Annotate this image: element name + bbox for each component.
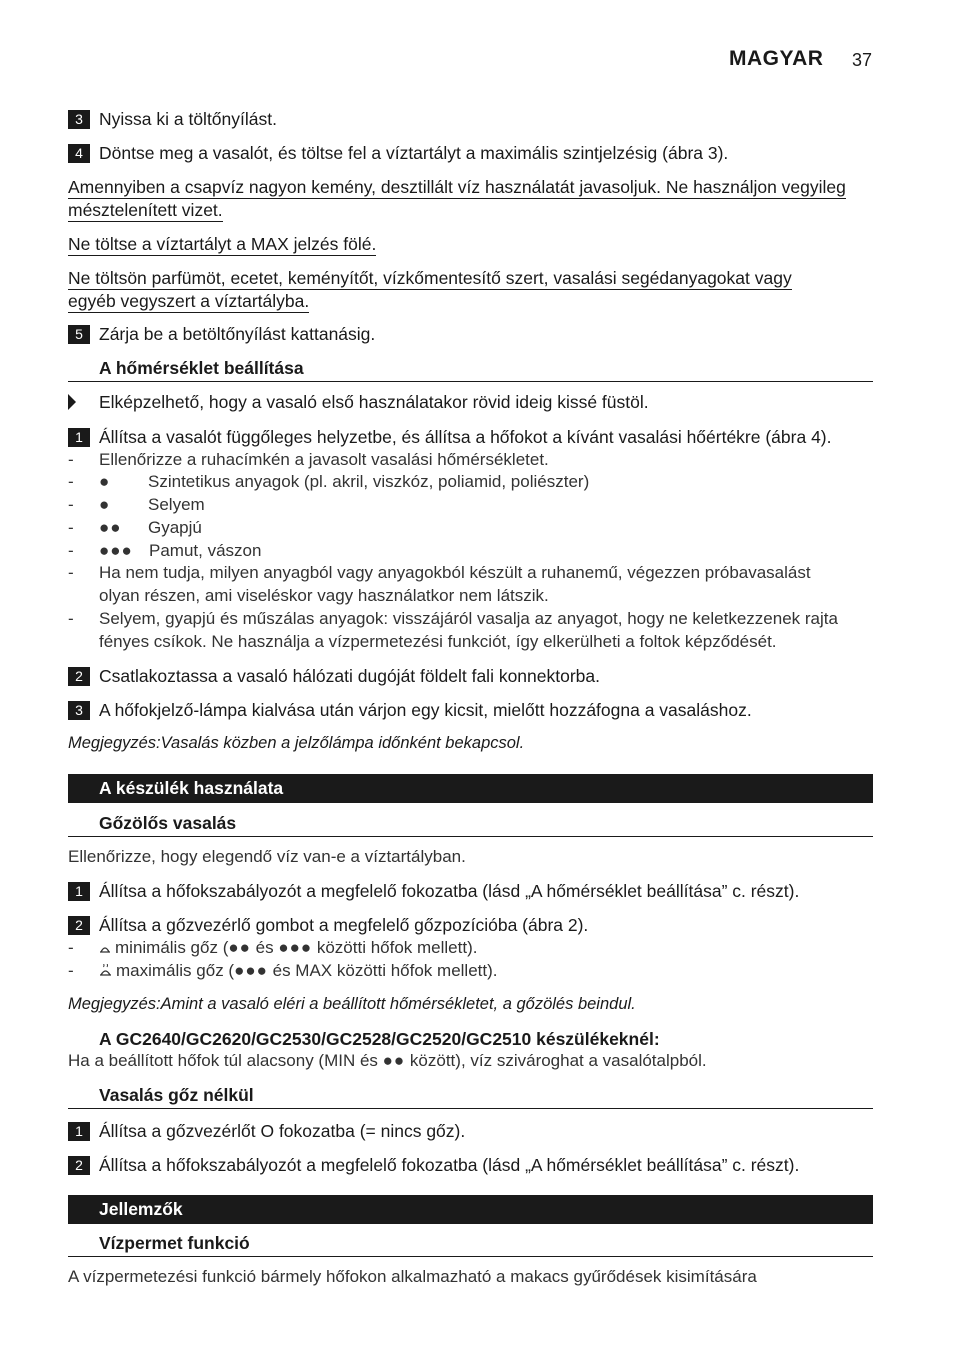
- note-text: Vasalás közben a jelzőlámpa időnként bekapcsol.: [160, 734, 525, 752]
- warning-no-chemicals: [68, 267, 792, 313]
- temp-dots: ●●●: [234, 961, 268, 980]
- steam-text: minimális gőz (: [115, 938, 229, 957]
- section-usage: [68, 774, 873, 803]
- warning-line: egyéb vegyszert a víztartályba.: [68, 291, 310, 311]
- note-steaming-start: [68, 995, 636, 1014]
- dash-text: Szintetikus anyagok (pl. akril, viszkóz, poliamid, poliészter): [148, 472, 590, 491]
- steam-text: maximális gőz (: [116, 961, 235, 980]
- step-3-open-filler: [68, 108, 277, 130]
- steam-text: és MAX közötti hőfok mellett).: [267, 961, 498, 980]
- bullet-text: Elképzelhető, hogy a vasaló első használatakor rövid ideig kissé füstöl.: [99, 392, 649, 412]
- dash-text: Gyapjú: [148, 518, 202, 537]
- steam-intro: Ellenőrizze, hogy elegendő víz van-e a víztartályban.: [68, 847, 466, 866]
- temp-step-1: [68, 426, 832, 448]
- step-number: 1: [68, 882, 90, 901]
- warning-line: Amennyiben a csapvíz nagyon kemény, desztillált víz használatát javasoljuk. Ne használjon vegyileg: [68, 177, 846, 197]
- warning-line: Ne töltse a víztartályt a MAX jelzés fölé.: [68, 234, 377, 254]
- subheading-text: A hőmérséklet beállítása: [99, 358, 304, 378]
- models-text-part: Ha a beállított hőfok túl alacsony (MIN és: [68, 1051, 383, 1070]
- step-4-tilt-fill: [68, 142, 728, 164]
- dash-text: fényes csíkok. Ne használja a vízpermetezési funkciót, így elkerülheti a foltok képződését.: [99, 632, 777, 651]
- temp-dots: ●●●: [99, 541, 133, 560]
- subheading-steam-ironing: [68, 812, 873, 837]
- temp-dots: ●: [99, 472, 111, 491]
- step-number: 2: [68, 1156, 90, 1175]
- dash-text: Ha nem tudja, milyen anyagból vagy anyagokból készült a ruhanemű, végezzen próbavasalást: [99, 563, 811, 582]
- step-text: Csatlakoztassa a vasaló hálózati dugóját földelt fali konnektorba.: [99, 666, 600, 686]
- arrow-bullet-icon: [68, 394, 76, 410]
- temp-dots: ●●: [228, 938, 251, 957]
- step-number: 1: [68, 1122, 90, 1141]
- models-text: [68, 1051, 707, 1071]
- step-text: Állítsa a hőfokszabályozót a megfelelő fokozatba (lásd „A hőmérséklet beállítása” c. részt).: [99, 1155, 800, 1175]
- temp-dots: ●: [99, 495, 111, 514]
- spray-text: A vízpermetezési funkció bármely hőfokon alkalmazható a makacs gyűrődések kisimítására: [68, 1267, 757, 1286]
- step-text: Zárja be a betöltőnyílást kattanásig.: [99, 324, 376, 344]
- temp-dots: ●●: [99, 518, 122, 537]
- subheading-text: Vasalás gőz nélkül: [99, 1085, 254, 1105]
- dry-step-1: [68, 1120, 465, 1142]
- dash-text: Ellenőrizze a ruhacímkén a javasolt vasalási hőmérsékletet.: [99, 450, 549, 469]
- steam-text: közötti hőfok mellett).: [312, 938, 478, 957]
- max-steam-icon: [99, 964, 112, 977]
- step-number: 4: [68, 144, 90, 163]
- temp-dots: ●●: [382, 1051, 406, 1070]
- step-text: Állítsa a gőzvezérlő gombot a megfelelő gőzpozícióba (ábra 2).: [99, 915, 589, 935]
- section-title: A készülék használata: [99, 778, 284, 798]
- page-number: 37: [852, 50, 873, 70]
- warning-line: mésztelenített vizet.: [68, 200, 223, 220]
- step-text: Nyissa ki a töltőnyílást.: [99, 109, 277, 129]
- dry-step-2: [68, 1154, 799, 1176]
- note-indicator-lamp: [68, 734, 524, 753]
- step-number: 2: [68, 667, 90, 686]
- warning-line: Ne töltsön parfümöt, ecetet, keményítőt, vízkőmentesítő szert, vasalási segédanyagokat vagy: [68, 268, 792, 288]
- step-number: 3: [68, 701, 90, 720]
- step-number: 5: [68, 325, 90, 344]
- header-language: MAGYAR: [729, 47, 824, 70]
- dash-text: olyan részen, ami viseléskor vagy használatkor nem látszik.: [99, 586, 549, 605]
- temp-step-3: [68, 699, 752, 721]
- subheading-dry-ironing: [68, 1084, 873, 1109]
- subheading-temperature: [68, 357, 873, 382]
- note-label: Megjegyzés:: [68, 734, 161, 752]
- steam-text: és: [250, 938, 279, 957]
- step-text: Állítsa a hőfokszabályozót a megfelelő fokozatba (lásd „A hőmérséklet beállítása” c. részt).: [99, 881, 800, 901]
- step-number: 1: [68, 428, 90, 447]
- subheading-text: Gőzölős vasalás: [99, 813, 237, 833]
- step-number: 3: [68, 110, 90, 129]
- subheading-text: Vízpermet funkció: [99, 1233, 250, 1253]
- step-number: 2: [68, 916, 90, 935]
- note-label: Megjegyzés:: [68, 995, 161, 1013]
- section-features: [68, 1195, 873, 1224]
- dash-text: Selyem, gyapjú és műszálas anyagok: visszájáról vasalja az anyagot, hogy ne keletkezzenek rajta: [99, 609, 838, 628]
- temp-step-2: [68, 665, 600, 687]
- step-text: Állítsa a vasalót függőleges helyzetbe, és állítsa a hőfokot a kívánt vasalási hőértékre (ábra 4).: [99, 427, 832, 447]
- steam-step-2: [68, 914, 588, 936]
- step-text: Állítsa a gőzvezérlőt O fokozatba (= nincs gőz).: [99, 1121, 466, 1141]
- temp-dots: ●●●: [278, 938, 313, 957]
- step-text: A hőfokjelző-lámpa kialvása után várjon egy kicsit, mielőtt hozzáfogna a vasaláshoz.: [99, 700, 752, 720]
- min-steam-icon: [99, 942, 111, 954]
- step-5-close-filler: [68, 323, 375, 345]
- warning-hard-water: [68, 176, 846, 222]
- step-text: Döntse meg a vasalót, és töltse fel a víztartályt a maximális szintjelzésig (ábra 3).: [99, 143, 729, 163]
- subheading-spray-function: [68, 1232, 873, 1257]
- dash-text: Selyem: [148, 495, 205, 514]
- note-text: Amint a vasaló eléri a beállított hőmérsékletet, a gőzölés beindul.: [160, 995, 636, 1013]
- dash-text: Pamut, vászon: [149, 541, 262, 560]
- warning-max-level: [68, 233, 376, 256]
- models-text-part: között), víz szivároghat a vasalótalpból.: [405, 1051, 707, 1070]
- models-heading: A GC2640/GC2620/GC2530/GC2528/GC2520/GC2510 készülékeknél:: [99, 1029, 660, 1049]
- section-title: Jellemzők: [99, 1199, 183, 1219]
- steam-step-1: [68, 880, 799, 902]
